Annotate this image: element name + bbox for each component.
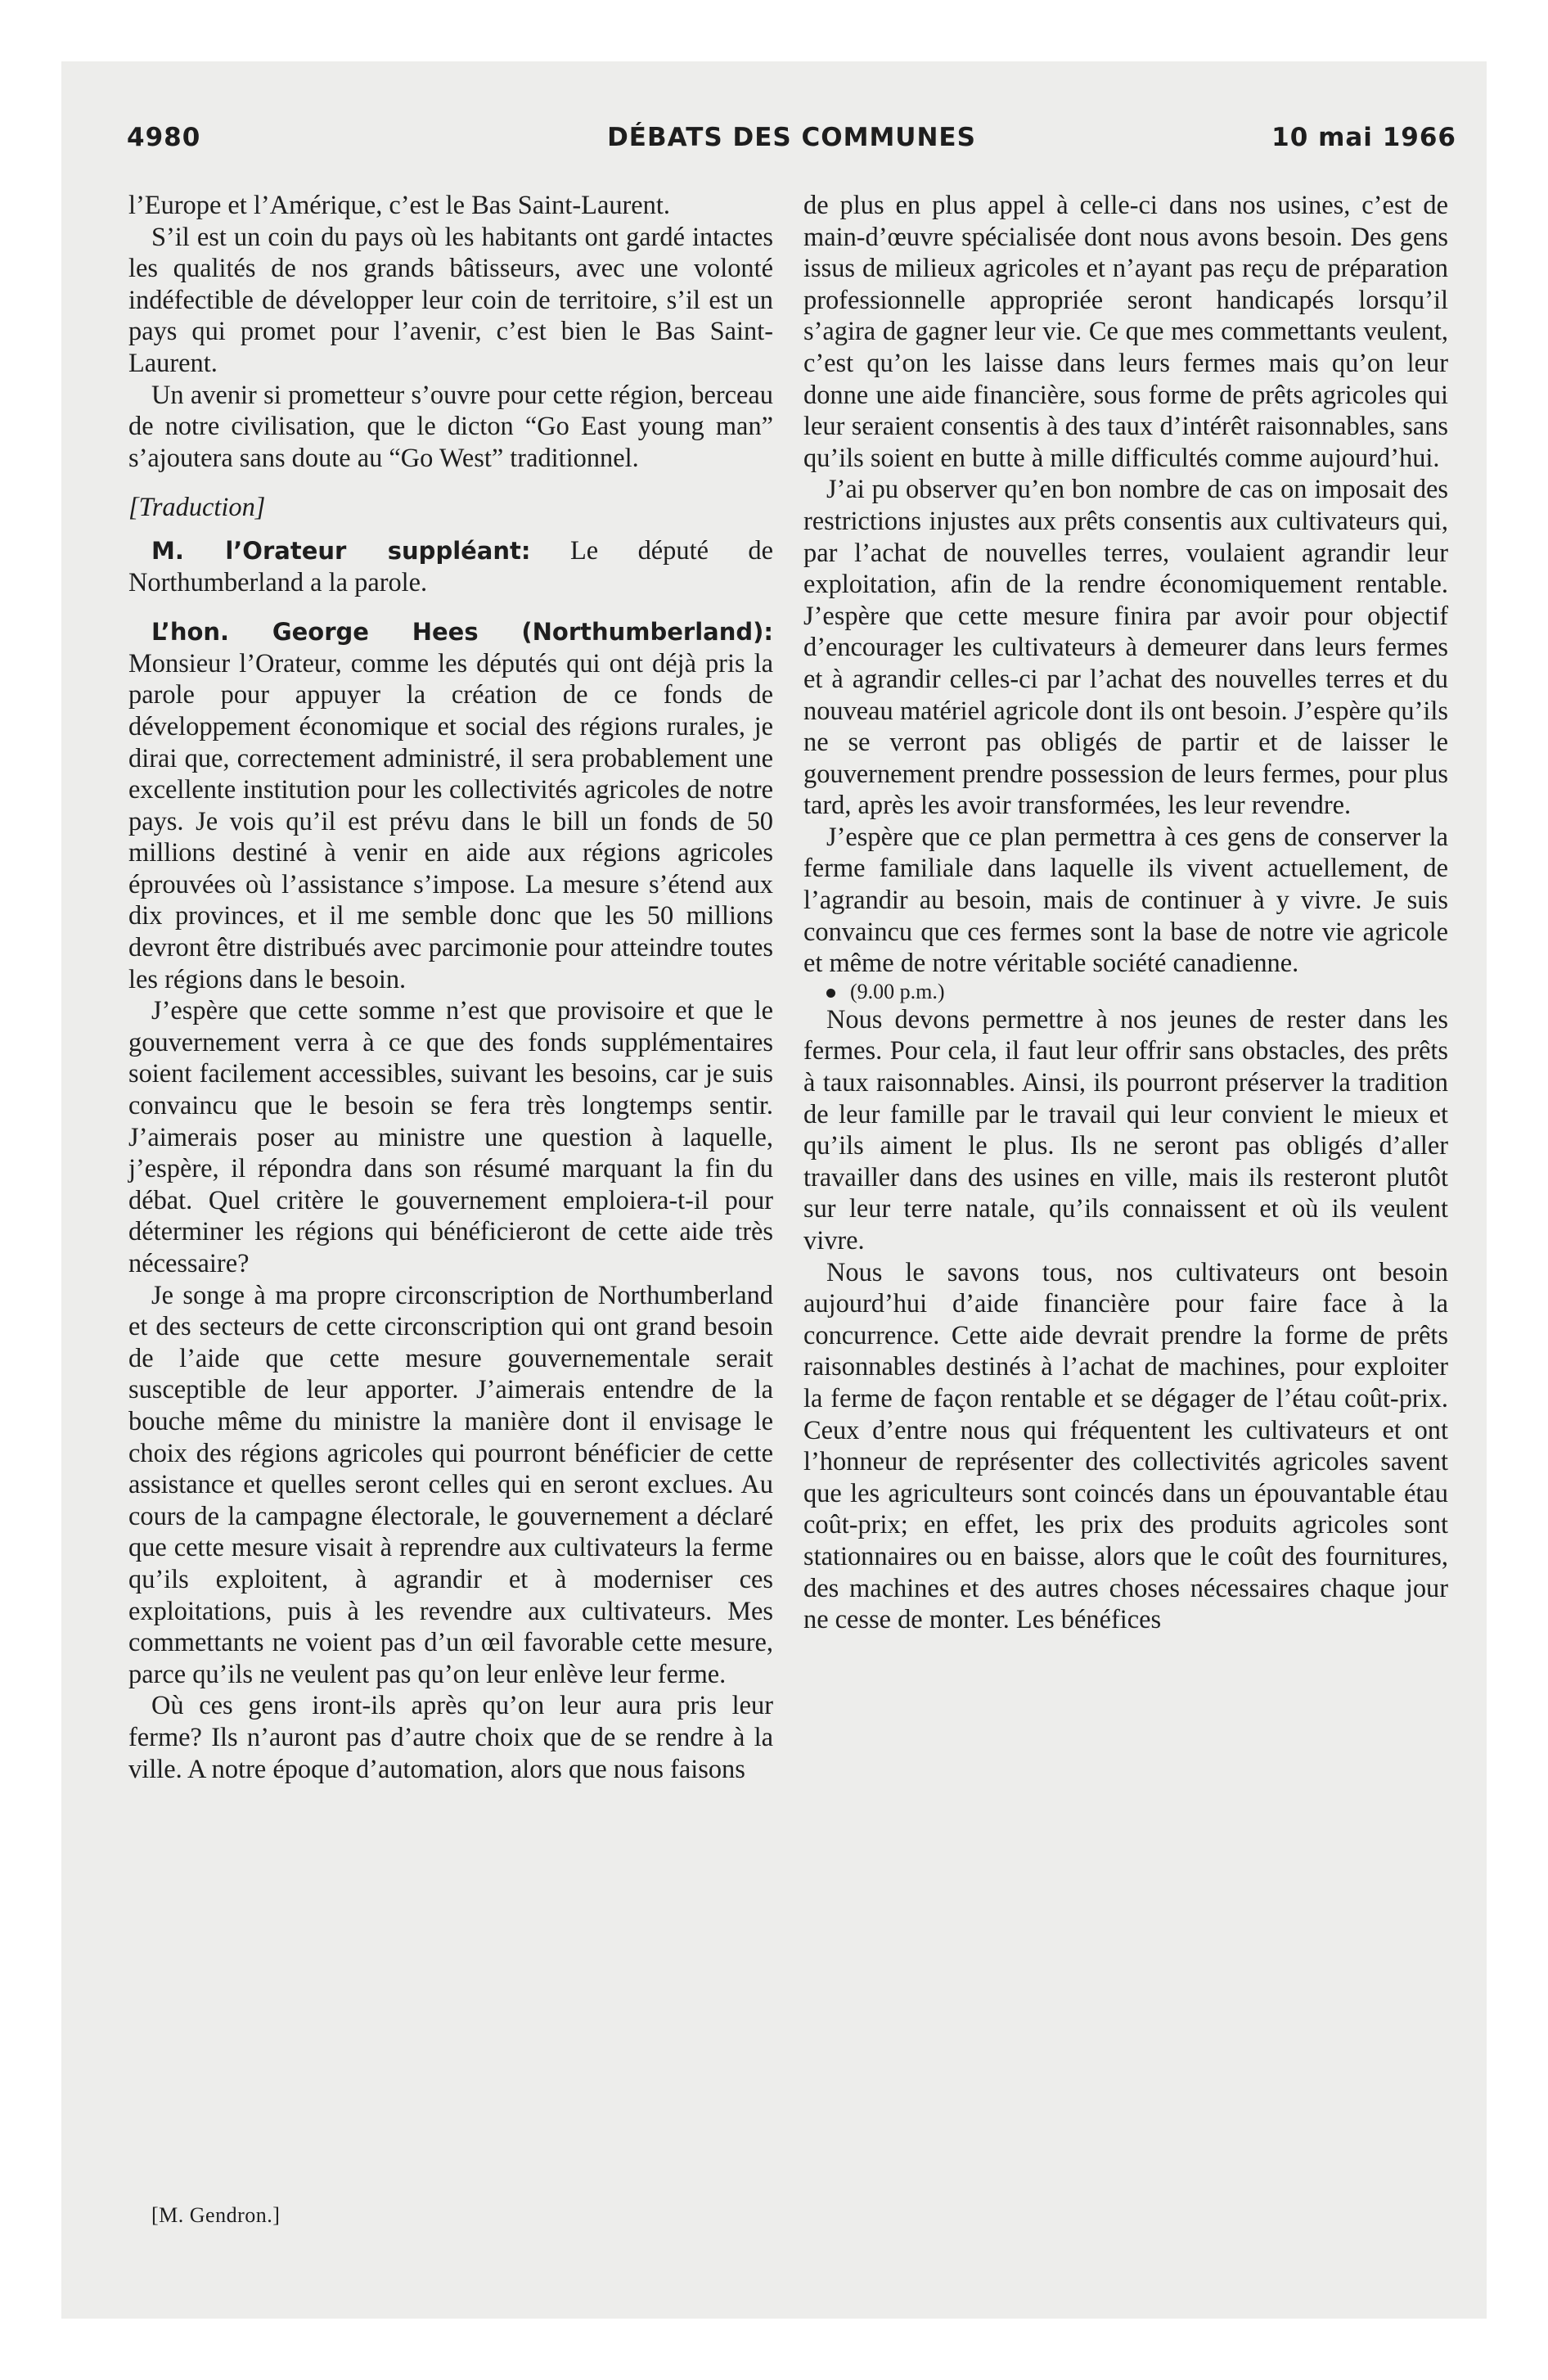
speech-text: Le député de Northumberland a la parole. bbox=[128, 535, 773, 597]
journal-title: DÉBATS DES COMMUNES bbox=[607, 123, 976, 152]
page-number: 4980 bbox=[127, 123, 201, 152]
speaker-name: L’hon. George Hees (Northumberland): bbox=[151, 618, 773, 647]
left-column bbox=[128, 190, 773, 1785]
speech-text: Monsieur l’Orateur, comme les députés qui ont déjà pris la parole pour appuyer la création de ce fonds de développement économique et social des régions rurales, je dirai que, correctement administré, il sera probablement une excellente institution pour les collectivités agricoles de notre pays. Je vois qu’il est prévu dans le bill un fonds de 50 millions destiné à venir en aide aux régions agricoles éprouvées où l’assistance s’impose. La mesure s’étend aux dix provinces, et il me semble donc que les 50 millions devront être distribués avec parcimonie pour atteindre toutes les régions dans le besoin. bbox=[128, 648, 773, 994]
paragraph: Un avenir si prometteur s’ouvre pour cette région, berceau de notre civilisation, que le dicton “Go East young man” s’ajoutera sans doute au “Go West” traditionnel. bbox=[128, 380, 773, 473]
page-header bbox=[127, 123, 1456, 164]
paragraph: Nous le savons tous, nos cultivateurs ont besoin aujourd’hui d’aide financière pour faire face à la concurrence. Cette aide devrait prendre la forme de prêts raisonnables destinés à l’achat de machines, pour exploiter la ferme de façon rentable et se dégager de l’étau coût-prix. Ceux d’entre nous qui fréquentent les cultivateurs et ont l’honneur de représenter des collectivités agricoles savent que les agriculteurs sont coincés dans un épouvantable étau coût-prix; en effet, les prix des produits agricoles sont stationnaires ou en baisse, alors que le coût des fournitures, des machines et des autres choses nécessaires chaque jour ne cesse de monter. Les bénéfices bbox=[803, 1257, 1448, 1635]
footer-speaker-note: [M. Gendron.] bbox=[151, 2203, 281, 2227]
speaker-intervention bbox=[128, 535, 773, 598]
bullet-icon bbox=[826, 989, 835, 998]
speaker-name: M. l’Orateur suppléant: bbox=[151, 536, 531, 565]
paragraph: J’ai pu observer qu’en bon nombre de cas on imposait des restrictions injustes aux prêts consentis aux cultivateurs qui, par l’achat de nouvelles terres, voulaient agrandir leur exploitation, afin de la rendre économiquement rentable. J’espère que cette mesure finira par avoir pour objectif d’encourager les cultivateurs à demeurer dans leurs fermes et à agrandir celles-ci par l’achat des nouvelles terres et du nouveau matériel agricole dont ils ont besoin. J’espère qu’ils ne se verront pas obligés de partir et de laisser le gouvernement prendre possession de leurs fermes, pour plus tard, après les avoir transformées, les leur revendre. bbox=[803, 475, 1448, 821]
paragraph: l’Europe et l’Amérique, c’est le Bas Saint-Laurent. bbox=[128, 191, 670, 220]
session-date: 10 mai 1966 bbox=[1271, 123, 1456, 152]
paragraph: de plus en plus appel à celle-ci dans nos usines, c’est de main-d’œuvre spécialisée dont nous avons besoin. Des gens issus de milieux agricoles et n’ayant pas reçu de préparation professionnelle appropriée seront handicapés lorsqu’il s’agira de gagner leur vie. Ce que mes commettants veulent, c’est qu’on les laisse dans leurs fermes mais qu’on leur donne une aide financière, sous forme de prêts agricoles qui leur seraient consentis à des taux d’intérêt raisonnables, sans qu’ils soient en butte à mille difficultés comme aujourd’hui. bbox=[803, 191, 1448, 473]
speaker-intervention bbox=[128, 616, 773, 995]
time-text: (9.00 p.m.) bbox=[850, 979, 945, 1003]
paragraph: J’espère que ce plan permettra à ces gens de conserver la ferme familiale dans laquelle ils vivent actuellement, de l’agrandir au besoin, mais de continuer à y vivre. Je suis convaincu que ces fermes sont la base de notre vie agricole et même de notre véritable société canadienne. bbox=[803, 822, 1448, 979]
paragraph: Je songe à ma propre circonscription de Northumberland et des secteurs de cette circonscription qui ont grand besoin de l’aide que cette mesure gouvernementale serait susceptible de leur apporter. J’aimerais entendre de la bouche même du ministre la manière dont il envisage le choix des régions agricoles qui pourront bénéficier de cette assistance et quelles seront celles qui en seront exclues. Au cours de la campagne électorale, le gouvernement a déclaré que cette mesure visait à reprendre aux cultivateurs la ferme qu’ils exploitent, à agrandir et à moderniser ces exploitations, puis à les revendre aux cultivateurs. Mes commettants ne voient pas d’un œil favorable cette mesure, parce qu’ils ne veulent pas qu’on leur enlève leur ferme. bbox=[128, 1280, 773, 1689]
right-column bbox=[803, 190, 1448, 1636]
time-marker bbox=[803, 980, 1448, 1004]
paragraph: J’espère que cette somme n’est que provisoire et que le gouvernement verra à ce que des fonds supplémentaires soient facilement accessibles, suivant les besoins, car je suis convaincu que le besoin se fera très longtemps sentir. J’aimerais poser au ministre une question à laquelle, j’espère, il répondra dans son résumé marquant la fin du débat. Quel critère le gouvernement emploiera-t-il pour déterminer les régions qui bénéficieront de cette aide très nécessaire? bbox=[128, 996, 773, 1278]
paragraph: Nous devons permettre à nos jeunes de rester dans les fermes. Pour cela, il faut leur offrir sans obstacles, des prêts à taux raisonnables. Ainsi, ils pourront préserver la tradition de leur famille par le travail qui leur convient le mieux et qu’ils aiment le plus. Ils ne seront pas obligés d’aller travailler dans des usines en ville, mais ils resteront plutôt sur leur terre natale, qu’ils connaissent et où ils veulent vivre. bbox=[803, 1004, 1448, 1255]
paragraph: S’il est un coin du pays où les habitants ont gardé intactes les qualités de nos grands bâtisseurs, avec une volonté indéfectible de développer leur coin de territoire, s’il est un pays qui promet pour l’avenir, c’est bien le Bas Saint-Laurent. bbox=[128, 222, 773, 378]
translation-note: [Traduction] bbox=[128, 493, 266, 523]
paragraph: Où ces gens iront-ils après qu’on leur aura pris leur ferme? Ils n’auront pas d’autre choix que de se rendre à la ville. A notre époque d’automation, alors que nous faisons bbox=[128, 1691, 773, 1784]
